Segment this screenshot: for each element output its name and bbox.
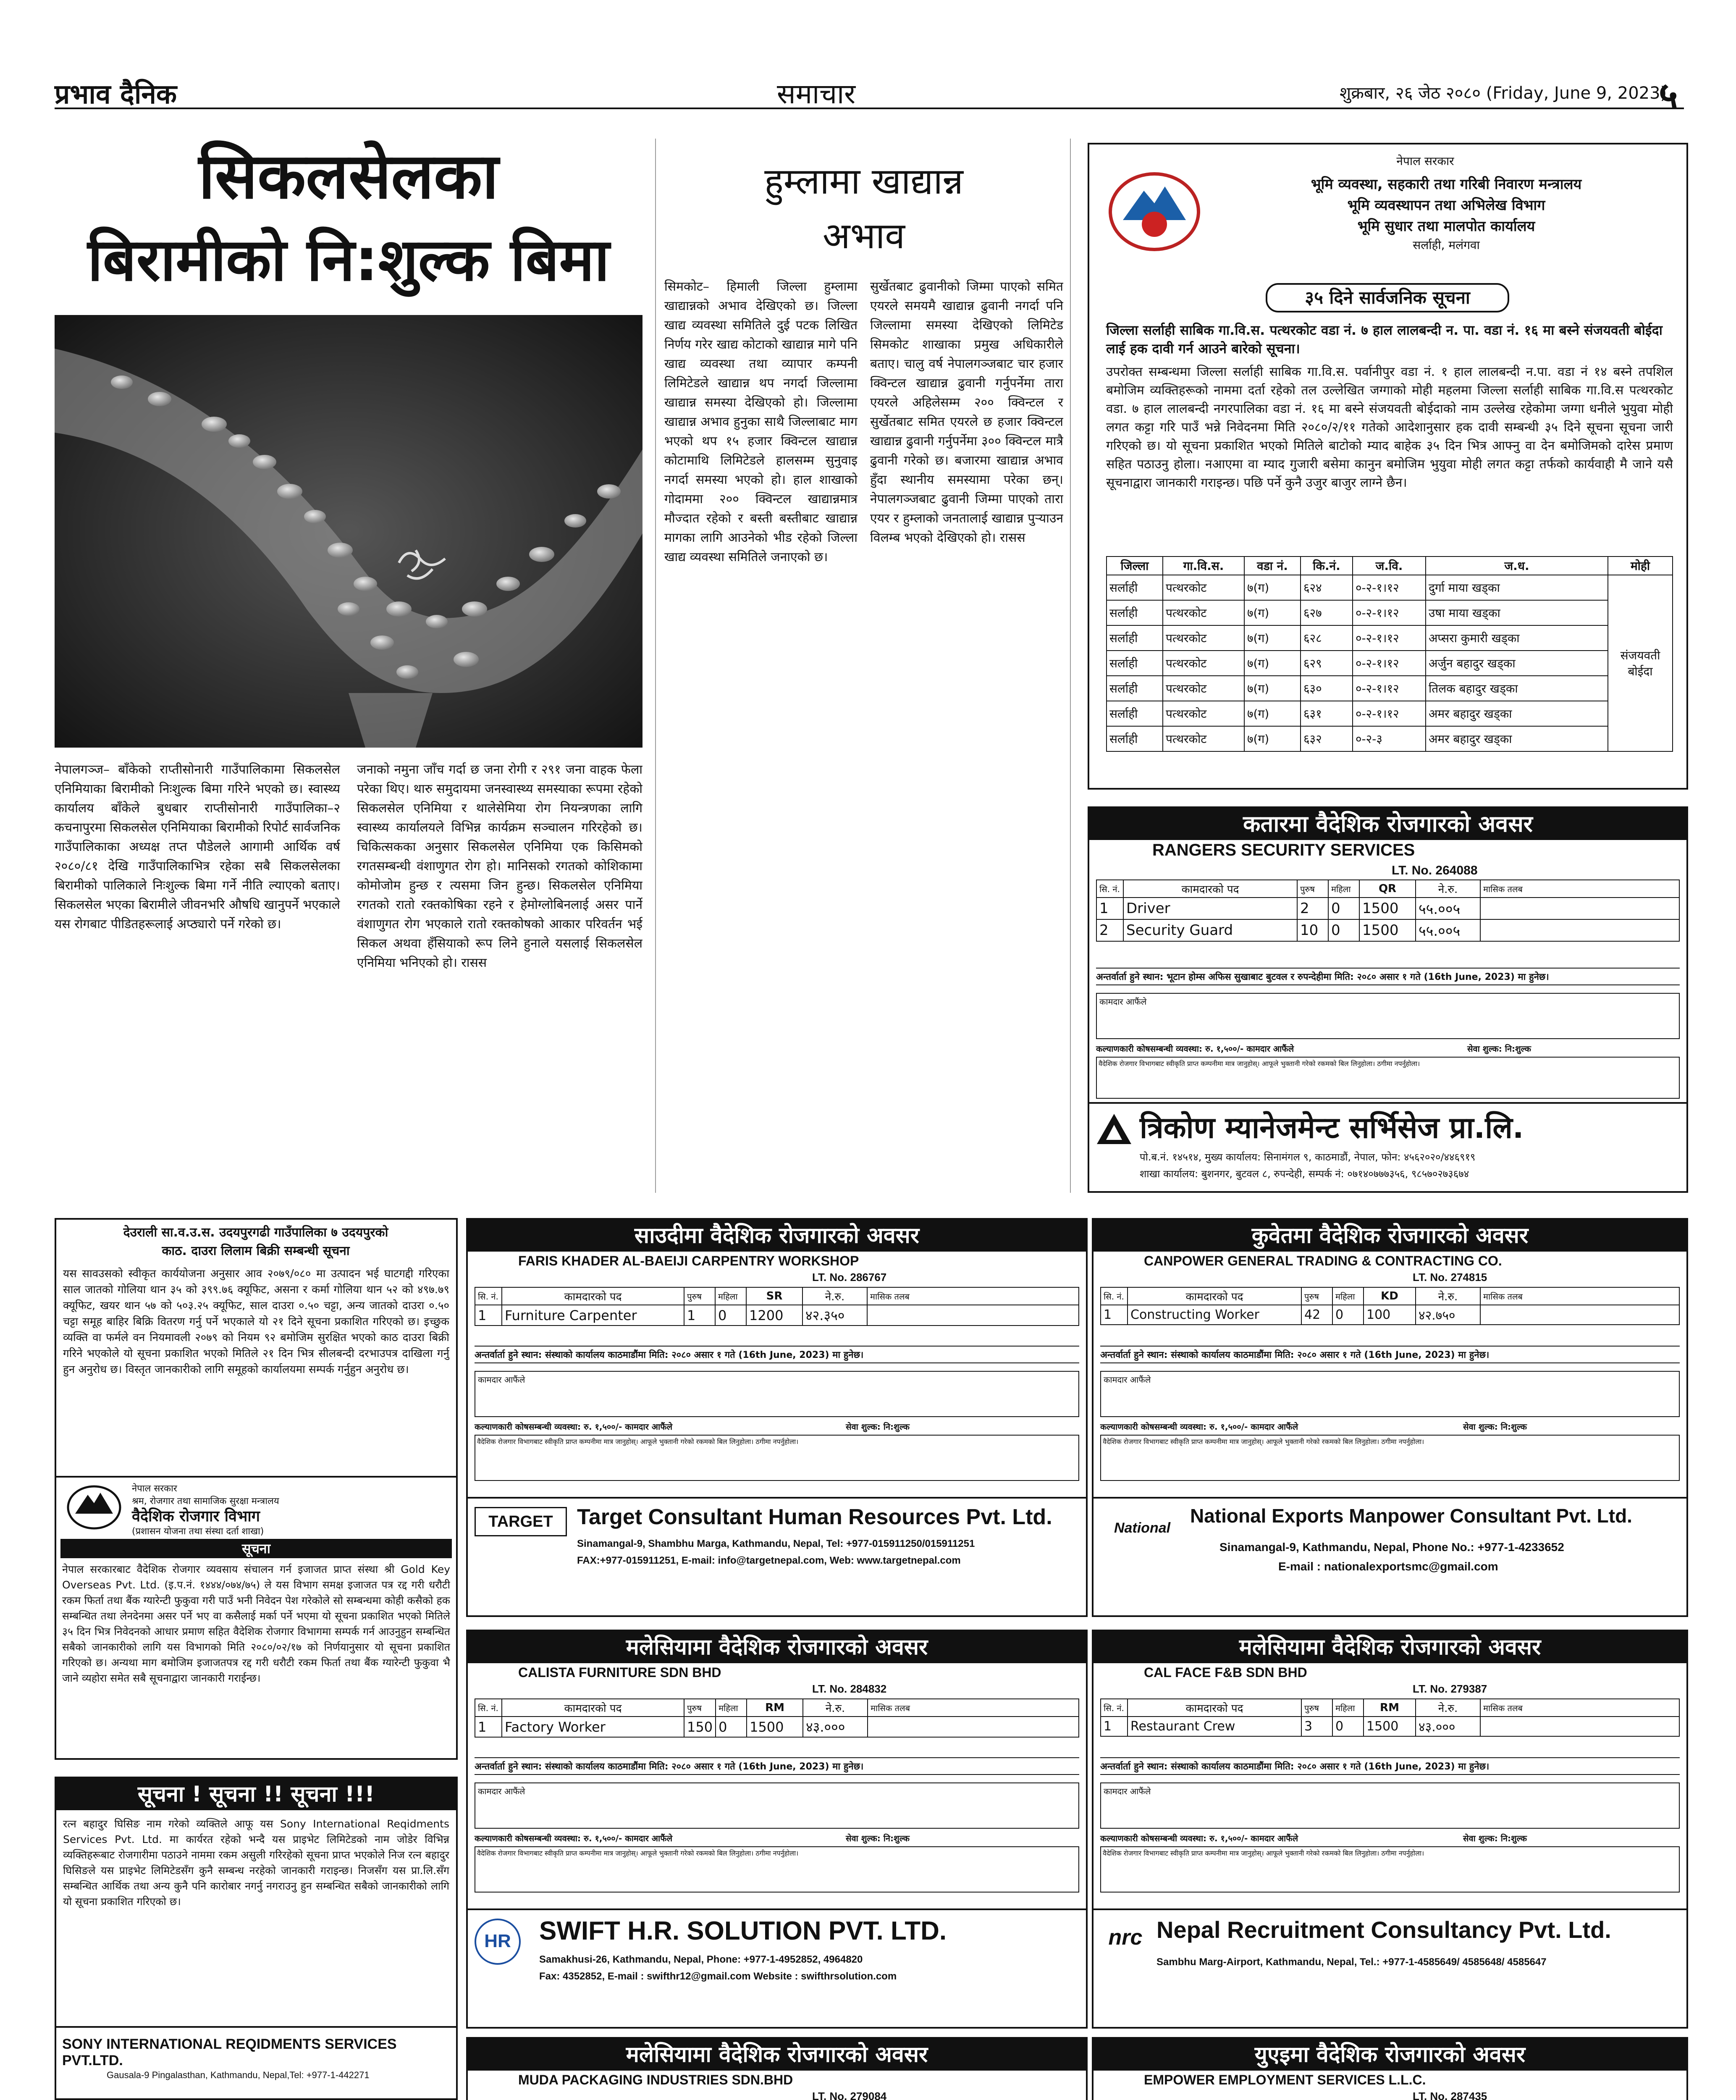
cell: Restaurant Crew [1128,1717,1301,1736]
cell: 0 [715,1305,746,1326]
page-number: ५ [1659,74,1678,117]
th: मासिक तलब [1480,1287,1679,1305]
interview-line: अन्तर्वार्ता हुने स्थान: संस्थाको कार्यालय काठमाडौंमा मिति: २०८० असार १ गते (16th June, 2023) मा हुनेछ। [1100,1346,1680,1363]
cell: Driver [1123,898,1297,919]
agency-strip [1094,1908,1686,2027]
cell: ७(ग) [1244,600,1301,625]
agency-name: SWIFT H.R. SOLUTION PVT. LTD. [539,1916,947,1945]
article1-column-1: नेपालगञ्ज– बाँकेको राप्तीसोनारी गाउँपालिकामा सिकलसेल एनिमियाका बिरामीको निःशुल्क बिमा गरिने भएको छ। स्वास्थ्य कार्यालय बाँकेले बुधबार राप्तीसोनारी गाउँपालिका–२ कचनापुरमा सिकलसेल एनिमियाका बिरामीको रिपोर्ट सार्वजनिक गाउँपालिकाका अध्यक्ष तप्त पौडेलले आगामी आर्थिक वर्ष २०८०/८१ देखि गाउँपालिकाभित्र रहेका सबै सिकलसेलका बिरामीको पालिकाले निःशुल्क बिमा गर्ने नीति ल्याएको बताए। सिकलसेल भएका बिरामीले जीवनभरि औषधि खानुपर्ने भएकाले यस रोगबाट पीडितहरूलाई अप्ठ्यारो पर्ने गरेको छ। [55,762,340,932]
cell: पत्थरकोट [1163,625,1244,651]
cell: सर्लाही [1107,701,1163,726]
th: सि. नं. [475,1699,502,1717]
cell: 2 [1096,919,1123,941]
th: सि. नं. [475,1287,502,1305]
th: सि. नं. [1101,1699,1128,1717]
cell: अमर बहादुर खड्का [1426,726,1608,751]
fine-print: वैदेशिक रोजगार विभागबाट स्वीकृति प्राप्त कम्पनीमा मात्र जानुहोस्। आफूले भुक्तानी गरेको रकमको बिल लिनुहोला। ठगीमा नपर्नुहोला। [475,1846,1079,1893]
ministry: श्रम, रोजगार तथा सामाजिक सुरक्षा मन्त्रालय [132,1496,279,1507]
cell: ०-२-३ [1353,726,1426,751]
table-row [1107,575,1673,600]
agency-address: Sambhu Marg-Airport, Kathmandu, Nepal, Tel.: +977-1-4585649/ 4585648/ 4585647 [1156,1956,1547,1968]
job-table-header [1096,880,1679,898]
agency-web: FAX:+977-015911251, E-mail: info@targetnepal.com, Web: www.targetnepal.com [577,1555,961,1566]
job-banner: साउदीमा वैदेशिक रोजगारको अवसर [468,1220,1086,1252]
agency-name: त्रिकोण म्यानेजमेन्ट सर्भिसेज प्रा.लि. [1140,1110,1524,1145]
lt-number: LT. No. 274815 [1413,1271,1487,1284]
job-ad-malaysia-muda [466,2037,1088,2100]
cost-row: कामदार आफैंले [1096,993,1680,1039]
cost-row: कामदार आफैंले [1100,1782,1680,1829]
fee-line: कल्याणकारी कोषसम्बन्धी व्यवस्था: रु. १,५००/- कामदार आफैंले [1100,1422,1298,1432]
cell: Factory Worker [502,1717,684,1737]
th: ने.रु. [1416,1287,1480,1305]
th: सि. नं. [1101,1287,1128,1305]
th: महिला [1328,880,1359,898]
company-name: FARIS KHADER AL-BAEIJI CARPENTRY WORKSHOP [518,1253,859,1268]
cell: 1 [1101,1717,1128,1736]
cell: 1 [684,1305,715,1326]
department: वैदेशिक रोजगार विभाग [132,1508,260,1525]
th: मासिक तलब [1480,880,1679,898]
cell: ६३१ [1301,701,1353,726]
service-fee: सेवा शुल्क: नि:शुल्क [1467,1044,1531,1054]
headline-line-2: बिरामीको नि:शुल्क बिमा [87,226,610,294]
article2-column-1: सिमकोट– हिमाली जिल्ला हुम्लामा खाद्यान्नको अभाव देखिएको छ। जिल्ला खाद्य व्यवस्था समितिले दुई पटक लिखित निर्णय गरेर खाद्य कोटाको खाद्यान्न मागे पनि खाद्य व्यवस्था तथा व्यापार कम्पनी लिमिटेडले खाद्यान्न थप नगर्दा जिल्लामा खाद्यान्न समस्या देखिएको हो। जिल्लामा खाद्यान्न अभाव हुनुका साथै जिल्लाबाट माग भएको थप १५ हजार क्विन्टल खाद्यान्न कोटामाथि लिमिटेडले हालसम्म सुनुवाइ नगर्दा समस्या भएको हो। हाल शाखाको गोदाममा २०० क्विन्टल खाद्यान्नमात्र मौज्दात रहेको र बस्ती बस्तीबाट खाद्यान्न मागका लागि आउनेको भीड रहेको जिल्ला खाद्य व्यवस्था समितिले जनाएको छ। [664,279,858,564]
table-row [1101,1305,1679,1325]
table-row [1096,898,1679,919]
service-fee: सेवा शुल्क: नि:शुल्क [1463,1833,1527,1843]
company-name: MUDA PACKAGING INDUSTRIES SDN.BHD [518,2072,793,2087]
notice-title-1: देउराली सा.व.उ.स. उदयपुरगढी गाउँपालिका ७ उदयपुरको [123,1225,388,1240]
cell: ५५.००५ [1416,898,1480,919]
cell: ४२.३५० [802,1305,867,1326]
cell: 3 [1301,1717,1332,1736]
cost-row: कामदार आफैंले [1100,1371,1680,1417]
lt-number: LT. No. 279084 [812,2090,887,2100]
interview-line: अन्तर्वार्ता हुने स्थान: संस्थाको कार्यालय काठमाडौंमा मिति: २०८० असार १ गते (16th June, 2023) मा हुनेछ। [1100,1757,1680,1775]
agency-address: Samakhusi-26, Kathmandu, Nepal, Phone: +977-1-4952852, 4964820 [539,1954,863,1965]
cell: Security Guard [1123,919,1297,941]
notice-body: नेपाल सरकारबाट वैदेशिक रोजगार व्यवसाय संचालन गर्न इजाजत प्राप्त संस्था श्री Gold Key Overseas Pvt. Ltd. (इ.प.नं. १४४४/०७४/७५) ले यस विभाग समक्ष इजाजत पत्र रद्द गरी धरौटी रकम फिर्ता तथा बैंक ग्यारेन्टी फुकुवा गरी पाउँ भनी निवेदन पेश गरेकोले सो सम्बन्धमा कोही कसैको हक सम्बन्धित तथा लेनदेनमा असर पर्ने भए वा कसैलाई मर्का पर्ने भएमा यो सूचना प्रकाशित भएको मितिले ३५ दिन भित्र निवेदनको आधार प्रमाण सहित वैदेशिक रोजगार विभागमा सम्पर्क गर्न आउनुहुन सम्बन्धित सबैको जानकारीको लागि यस विभागको मिति २०८०/०२/१७ को निर्णयानुसार यो सूचना प्रकाशित गरिएको छ। अन्यथा माग बमोजिम इजाजतपत्र रद्द गरी धरौटी रकम फिर्ता तथा बैंक ग्यारेन्टी फुकुवा भै जाने व्यहोरा समेत सबै सूचनाद्वारा जानकारी गराईन्छ। [62,1563,450,1684]
article2-column-2: सुर्खेतबाट ढुवानीको जिम्मा पाएको समित एयरले समयमै खाद्यान्न ढुवानी नगर्दा पनि जिल्लामा समस्या देखिएको लिमिटेड सिमकोट शाखाका प्रमुख अधिकारीले बताए। चालु वर्ष नेपालगञ्जबाट चार हजार क्विन्टल खाद्यान्न ढुवानी गर्नुपर्नेमा तारा एयरले अहिलेसम्म २०० क्विन्टल र सुर्खेतबाट समित एयरले छ हजार क्विन्टल खाद्यान्न ढुवानी गर्नुपर्नेमा ३०० क्विन्टल मात्रै ढुवानी गरेको छ। बजारमा खाद्यान्न अभाव हुँदा स्थानीय समस्यामा परेका छन्। नेपालगञ्जबाट ढुवानी जिम्मा पाएको तारा एयर र हुम्लाको जनतालाई खाद्यान्न पुर्‍याउन विलम्ब भएको देखिएको हो। रासस [870,279,1063,545]
cell: 2 [1297,898,1328,919]
gov-name: नेपाल सरकार [132,1483,177,1494]
company-name: CANPOWER GENERAL TRADING & CONTRACTING CO. [1144,1253,1502,1268]
th: कामदारको पद [502,1287,684,1305]
notice-body: उपरोक्त सम्बन्धमा जिल्ला सर्लाही साबिक गा.वि.स. पर्वानीपुर वडा नं. १ हाल लालबन्दी न.पा. वडा नं १४ बस्ने तपशिल बमोजिम व्यक्तिहरूको नाममा दर्ता रहेको तल उल्लेखित जग्गाको मोही महलमा जिल्ला सर्लाही साबिक गा.वि.स पत्थरकोट वडा. ७ हाल लालबन्दी नगरपालिका वडा नं. १६ मा बस्ने संजयवती बोईदाको नाम उल्लेख रहेकोमा जग्गा धनीले भुयुवा मोही लगत कट्टा गरि पाउँ भन्ने निवेदनमा मिति २०८०/२/११ गतेको आदेशानुसार हक दावी सम्बन्धी ३५ दिने सूचना सूचना जारी गरिएको छ। यो सूचना प्रकाशित भएको मितिले बाटोको म्याद बाहेक ३५ दिन भित्र आफ्नु वा देन बमोजिमको दारेस प्रमाण सहित पठाउनु होला। नआएमा वा म्याद गुजारी बसेमा कानुन बमोजिम भुयुवा मोही लगत कट्टा तर्फको कार्यवाही मै जाने यसै सूचनाद्वारा जानकारी गराइन्छ। पछि पर्ने कुनै उजुर बाजुर लाग्ने छैन। [1106,365,1673,490]
agency-logo: HR [475,1919,521,1965]
job-ad-qatar [1088,806,1688,1193]
agency-name: National Exports Manpower Consultant Pvt. Ltd. [1190,1505,1632,1527]
agency-address: Sinamangal-9, Shambhu Marga, Kathmandu, Nepal, Tel: +977-015911250/015911251 [577,1538,975,1549]
notice-body: रत्न बहादुर घिसिङ नाम गरेको व्यक्तिले आफू यस Sony International Reqidments Services Pvt. Ltd. मा कार्यरत रहेको भन्दै यस प्राइभेट लिमिटेडको नाम जोडेर विभिन्न व्यक्तिहरूबाट रोजगारीमा पठाउने नाममा रकम असुली गरिरहेको सूचना प्राप्त भएकोले निज रत्न बहादुर घिसिङले यस प्राइभेट लिमिटेडसँग कुनै सम्बन्ध नरहेको जानकारी गराइन्छ। निजसँग यस प्रा.लि.सँग सम्बन्धित आर्थिक तथा अन्य कुनै पनि कारोबार नगर्नु नगराउनु हुन सम्बन्धित सबैको जानकारीको लागि यो सूचना प्रकाशित गरिएको छ। [63,1818,449,1908]
cell: 0 [716,1717,747,1737]
job-ad-malaysia-calista [466,1630,1088,2029]
th: कामदारको पद [1123,880,1297,898]
cell: ६२७ [1301,600,1353,625]
table-row [1107,726,1673,751]
fee-line: कल्याणकारी कोषसम्बन्धी व्यवस्था: रु. १,५००/- कामदार आफैंले [475,1422,673,1432]
lt-number: LT. No. 286767 [812,1271,887,1284]
cell: 1500 [1359,919,1416,941]
nepal-emblem-icon [65,1484,123,1530]
th: पुरुष [1301,1699,1332,1717]
agency-name: Nepal Recruitment Consultancy Pvt. Ltd. [1156,1916,1611,1943]
th: ने.रु. [802,1287,867,1305]
cell: ६३२ [1301,726,1353,751]
cell: ७(ग) [1244,651,1301,676]
agency-strip [468,1908,1086,2027]
cell: Constructing Worker [1128,1305,1301,1325]
cell: दुर्गा माया खड्का [1426,575,1608,600]
cell: 100 [1364,1305,1416,1325]
cell: सर्लाही [1107,651,1163,676]
deurali-notice [55,1218,458,1760]
cell: 1500 [1364,1717,1416,1736]
th: कामदारको पद [1128,1287,1301,1305]
table-header: ज.वि. [1353,556,1426,575]
notice-title: सूचना [60,1539,452,1558]
table-header: कि.नं. [1301,556,1353,575]
cell: सर्लाही [1107,726,1163,751]
company-name: RANGERS SECURITY SERVICES [1152,841,1415,859]
cell: ०-२-१।१२ [1353,651,1426,676]
cell: ७(ग) [1244,726,1301,751]
th: ने.रु. [803,1699,868,1717]
interview-line: अन्तर्वार्ता हुने स्थान: भूटान होम्स अफिस सुखाबाट बुटवल र रुपन्देहीमा मिति: २०८० असार १ गते (16th June, 2023) मा हुनेछ। [1096,968,1680,985]
table-header: गा.वि.स. [1163,556,1244,575]
cell: 1500 [747,1717,803,1737]
employment-dept-notice [56,1476,456,1758]
cell: पत्थरकोट [1163,701,1244,726]
blood-cells-photo [55,315,642,748]
cell: ०-२-१।१२ [1353,625,1426,651]
job-table-header [1101,1699,1679,1717]
interview-line: अन्तर्वार्ता हुने स्थान: संस्थाको कार्यालय काठमाडौंमा मिति: २०८० असार १ गते (16th June, 2023) मा हुनेछ। [475,1346,1079,1363]
table-row [1096,919,1679,941]
office-name: भूमि सुधार तथा मालपोत कार्यालय [1357,218,1535,235]
cell: 0 [1328,919,1359,941]
job-table-header [1101,1287,1679,1305]
job-table-header [475,1287,1079,1305]
table-row [1107,625,1673,651]
nepal-emblem-icon [1106,170,1203,254]
service-fee: सेवा शुल्क: नि:शुल्क [1463,1422,1527,1432]
cell: ०-२-१।१२ [1353,676,1426,701]
job-banner: कुवेतमा वैदेशिक रोजगारको अवसर [1094,1220,1686,1252]
cell: ७(ग) [1244,625,1301,651]
cell [1480,898,1679,919]
agency-address: Sinamangal-9, Kathmandu, Nepal, Phone No.: +977-1-4233652 [1219,1541,1564,1554]
table-header: ज.ध. [1426,556,1608,575]
cell: 1 [1096,898,1123,919]
fine-print: वैदेशिक रोजगार विभागबाट स्वीकृति प्राप्त कम्पनीमा मात्र जानुहोस्। आफूले भुक्तानी गरेको रकमको बिल लिनुहोला। ठगीमा नपर्नुहोला। [475,1435,1079,1481]
th: मासिक तलब [1480,1699,1679,1717]
table-row [1107,600,1673,625]
agency-name: SONY INTERNATIONAL REQIDMENTS SERVICES PVT.LTD. [62,2036,397,2068]
headline-line-2: अभाव [822,215,905,257]
cell: ४३.००० [1416,1717,1480,1736]
cell: तिलक बहादुर खड्का [1426,676,1608,701]
article-humla [655,139,1071,1193]
cell: सर्लाही [1107,676,1163,701]
cell: ५५.००५ [1416,919,1480,941]
cell: अर्जुन बहादुर खड्का [1426,651,1608,676]
company-name: CALISTA FURNITURE SDN BHD [518,1665,721,1680]
cell: 150 [684,1717,716,1737]
job-ad-kuwait [1092,1218,1688,1617]
sub-department: (प्रशासन योजना तथा संस्था दर्ता शाखा) [132,1526,264,1537]
office-place: सर्लाही, मलंगवा [1413,238,1480,252]
department-name: भूमि व्यवस्थापन तथा अभिलेख विभाग [1347,197,1545,214]
fine-print: वैदेशिक रोजगार विभागबाट स्वीकृति प्राप्त कम्पनीमा मात्र जानुहोस्। आफूले भुक्तानी गरेको रकमको बिल लिनुहोला। ठगीमा नपर्नुहोला। [1096,1057,1680,1099]
th: कामदारको पद [1128,1699,1301,1717]
job-ad-malaysia-calface [1092,1630,1688,2029]
section-name: समाचार [777,78,856,110]
service-fee: सेवा शुल्क: नि:शुल्क [846,1833,910,1843]
table-header: मोही [1608,556,1673,575]
mohi-cell: संजयवती बोईदा [1608,575,1673,751]
table-row [475,1305,1079,1326]
cell: Furniture Carpenter [502,1305,684,1326]
th: पुरुष [684,1287,715,1305]
table-header: जिल्ला [1107,556,1163,575]
cell: सर्लाही [1107,575,1163,600]
cell: ४२.७५० [1416,1305,1480,1325]
job-banner: मलेसियामा वैदेशिक रोजगारको अवसर [1094,1631,1686,1663]
th: RM [747,1699,803,1717]
cell: 1 [1101,1305,1128,1325]
cell [1480,1305,1679,1325]
agency-name: Target Consultant Human Resources Pvt. Ltd. [577,1505,1052,1529]
lt-number: LT. No. 279387 [1413,1683,1487,1695]
cell: ७(ग) [1244,575,1301,600]
notice-body: यस सावउसको स्वीकृत कार्ययोजना अनुसार आव २०७९/०८० मा उत्पादन भई घाटगद्दी गरिएका साल जातको गोलिया थान ३५ को ३९९.७६ क्यूफिट, असना र कर्मा गोलिया थान ५२ को ४९७.७९ क्यूफिट, खयर थान ५७ को ५०३.२५ क्यूफिट, साल दाउरा ०.५० चट्टा, अन्य जातको दाउरा ०.५० चट्टा समूह बाहिर बिक्रि वितरण गर्नु पर्ने भएकाले यो २१ दिने सूचना प्रकाशित गरिएको छ। इच्छुक व्यक्ति वा फर्मले वन नियमावली २०७९ को नियम ९२ बमोजिम सुरक्षित भएको काठ दाउरा बिक्री गरिने भएकोले यो सूचना प्रकाशित भएको मितिले २१ दिन भित्र सीलबन्दी दरभाउपत्र दाखिला गर्नु हुन अनुरोध छ। विस्तृत जानकारीको लागि समूहको कार्यालयमा सम्पर्क गर्नुहुन अनुरोध छ। [63,1268,449,1376]
job-ad-saudi [466,1218,1088,1617]
agency-logo: nrc [1108,1925,1143,1950]
th: मासिक तलब [867,1287,1079,1305]
job-table [1100,1287,1680,1325]
cell: अप्सरा कुमारी खड्का [1426,625,1608,651]
lt-number: LT. No. 264088 [1392,864,1478,877]
issue-date: शुक्रबार, २६ जेठ २०८० (Friday, June 9, 2023) [1340,84,1667,103]
fee-line: कल्याणकारी कोषसम्बन्धी व्यवस्था: रु. १,५००/- कामदार आफैंले [1100,1833,1298,1843]
agency-logo: National [1114,1520,1171,1536]
job-table [1096,879,1680,942]
cell: 42 [1301,1305,1332,1325]
th: महिला [1332,1699,1364,1717]
cell: 0 [1332,1717,1364,1736]
job-ad-uae [1092,2037,1688,2100]
job-table [1100,1698,1680,1737]
table-row [1107,676,1673,701]
cell: ६३० [1301,676,1353,701]
cell: सर्लाही [1107,600,1163,625]
notice-subject: जिल्ला सर्लाही साबिक गा.वि.स. पत्थरकोट वडा नं. ७ हाल लालबन्दी न. पा. वडा नं. १६ मा बस्ने संजयवती बोईदा लाई हक दावी गर्न आउने बारेको सूचना। [1106,322,1663,357]
ministry-name: भूमि व्यवस्था, सहकारी तथा गरिबी निवारण मन्त्रालय [1311,176,1582,193]
cell: उषा माया खड्का [1426,600,1608,625]
cell: ०-२-१।१२ [1353,600,1426,625]
job-table [475,1698,1079,1738]
cell: ०-२-१।१२ [1353,701,1426,726]
table-row [1101,1717,1679,1736]
agency-strip [468,1497,1086,1615]
th: महिला [1332,1287,1364,1305]
cell: पत्थरकोट [1163,575,1244,600]
cell: ७(ग) [1244,701,1301,726]
job-banner: कतारमा वैदेशिक रोजगारको अवसर [1089,808,1686,840]
th: सि. नं. [1096,880,1123,898]
agency-strip [1089,1102,1686,1191]
th: मासिक तलब [868,1699,1079,1717]
lt-number: LT. No. 287435 [1413,2090,1487,2100]
th: पुरुष [1297,880,1328,898]
cell: पत्थरकोट [1163,651,1244,676]
article1-column-2: जनाको नमुना जाँच गर्दा छ जना रोगी र २९१ जना वाहक फेला परेका थिए। थारु समुदायमा जनस्वास्थ्य समस्याका रूपमा रहेको सिकलसेल एनिमिया र थालेसेमिया रोग नियन्त्रणका लागि स्वास्थ्य कार्यालयले विभिन्न कार्यक्रम सञ्चालन गरिरहेको छ। चिकित्सकका अनुसार सिकलसेल एनिमिया एक किसिमको रगतसम्बन्धी वंशाणुगत रोग हो। मानिसको रगतको कोशिकामा कोमोजोम हुन्छ र त्यसमा जिन हुन्छ। सिकलसेल एनिमिया रगतको रातो रक्तकोषिका रहने र हेमोग्लोबिनलाई असर पार्ने वंशाणुगत रोग भएकाले रातो रक्तकोषको आकार परिवर्तन भई सिकल अथवा हँसियाको रूप लिने हुनाले यसलाई सिकलसेल एनिमिया भनिएको हो। रासस [357,762,642,970]
th: QR [1359,880,1416,898]
sony-notice [55,1777,458,2100]
cell: पत्थरकोट [1163,726,1244,751]
service-fee: सेवा शुल्क: नि:शुल्क [846,1422,910,1432]
th: KD [1364,1287,1416,1305]
table-header: वडा नं. [1244,556,1301,575]
agency-logo: TARGET [475,1507,567,1536]
agency-address: पो.ब.नं. १४५१४, मुख्य कार्यालय: सिनामंगल ९, काठमाडौं, नेपाल, फोन: ४५६२०२०/४४६९१९ [1140,1151,1476,1163]
th: कामदारको पद [502,1699,684,1717]
cell: ६२८ [1301,625,1353,651]
cell: अमर बहादुर खड्का [1426,701,1608,726]
cell: ४३.००० [803,1717,868,1737]
cell: ६२९ [1301,651,1353,676]
cell [1480,1717,1679,1736]
article-sickle-cell [55,139,642,1193]
cell: पत्थरकोट [1163,600,1244,625]
cell: 1 [475,1305,502,1326]
job-banner: मलेसियामा वैदेशिक रोजगारको अवसर [468,1631,1086,1663]
cell [867,1305,1079,1326]
land-notice [1088,143,1688,790]
cell: 1200 [746,1305,802,1326]
table-header-row [1107,556,1673,575]
job-table-header [475,1699,1079,1717]
cell: ७(ग) [1244,676,1301,701]
table-row [475,1717,1079,1737]
job-banner: युएइमा वैदेशिक रोजगारको अवसर [1094,2039,1686,2071]
cell [1480,919,1679,941]
land-table [1106,556,1673,752]
masthead [55,71,1684,117]
interview-line: अन्तर्वार्ता हुने स्थान: संस्थाको कार्यालय काठमाडौंमा मिति: २०८० असार १ गते (16th June, 2023) मा हुनेछ। [475,1757,1079,1775]
table-row [1107,651,1673,676]
agency-strip [1094,1497,1686,1615]
headline-line-1: हुम्लामा खाद्यान्न [764,160,963,202]
cell: ०-२-१।१२ [1353,575,1426,600]
th: SR [746,1287,802,1305]
agency-web: Fax: 4352852, E-mail : swifthr12@gmail.com Website : swifthrsolution.com [539,1971,897,1982]
th: पुरुष [684,1699,716,1717]
fee-line: कल्याणकारी कोषसम्बन्धी व्यवस्था: रु. १,५००/- कामदार आफैंले [1096,1044,1294,1054]
headline-line-1: सिकलसेलका [198,140,499,213]
lt-number: LT. No. 284832 [812,1683,887,1695]
th: महिला [715,1287,746,1305]
cell: 1 [475,1717,502,1737]
th: ने.रु. [1416,880,1480,898]
agency-branch: शाखा कार्यालय: बुशनगर, बुटवल ८, रुपन्देही, सम्पर्क नं: ०७१४०७७७३५६, ९८५७०२७३६७४ [1140,1168,1469,1180]
cell: पत्थरकोट [1163,676,1244,701]
cell [868,1717,1079,1737]
fine-print: वैदेशिक रोजगार विभागबाट स्वीकृति प्राप्त कम्पनीमा मात्र जानुहोस्। आफूले भुक्तानी गरेको रकमको बिल लिनुहोला। ठगीमा नपर्नुहोला। [1100,1435,1680,1481]
th: महिला [716,1699,747,1717]
agency-web: E-mail : nationalexportsmc@gmail.com [1278,1560,1498,1573]
cell: ६२४ [1301,575,1353,600]
notice-title-2: काठ. दाउरा लिलाम बिक्री सम्बन्धी सूचना [162,1244,350,1258]
cell: 0 [1328,898,1359,919]
th: पुरुष [1301,1287,1332,1305]
agency-strip [56,2026,456,2098]
job-banner: मलेसियामा वैदेशिक रोजगारको अवसर [468,2039,1086,2071]
job-table [475,1287,1079,1326]
fine-print: वैदेशिक रोजगार विभागबाट स्वीकृति प्राप्त कम्पनीमा मात्र जानुहोस्। आफूले भुक्तानी गरेको रकमको बिल लिनुहोला। ठगीमा नपर्नुहोला। [1100,1846,1680,1893]
paper-name: प्रभाव दैनिक [55,79,177,110]
notice-title: सूचना ! सूचना !! सूचना !!! [56,1778,456,1810]
company-name: CAL FACE F&B SDN BHD [1144,1665,1307,1680]
fee-line: कल्याणकारी कोषसम्बन्धी व्यवस्था: रु. १,५००/- कामदार आफैंले [475,1833,673,1843]
cost-row: कामदार आफैंले [475,1371,1079,1417]
cell: सर्लाही [1107,625,1163,651]
cell: 0 [1332,1305,1364,1325]
gov-name: नेपाल सरकार [1396,154,1454,168]
cell: 10 [1297,919,1328,941]
cell: 1500 [1359,898,1416,919]
th: ने.रु. [1416,1699,1480,1717]
agency-address: Gausala-9 Pingalasthan, Kathmandu, Nepal,Tel: +977-1-442271 [107,2070,370,2080]
notice-title: ३५ दिने सार्वजनिक सूचना [1266,283,1509,312]
table-row [1107,701,1673,726]
cost-row: कामदार आफैंले [475,1782,1079,1829]
company-name: EMPOWER EMPLOYMENT SERVICES L.L.C. [1144,2072,1426,2087]
triangle-logo-icon [1095,1112,1133,1146]
th: RM [1364,1699,1416,1717]
